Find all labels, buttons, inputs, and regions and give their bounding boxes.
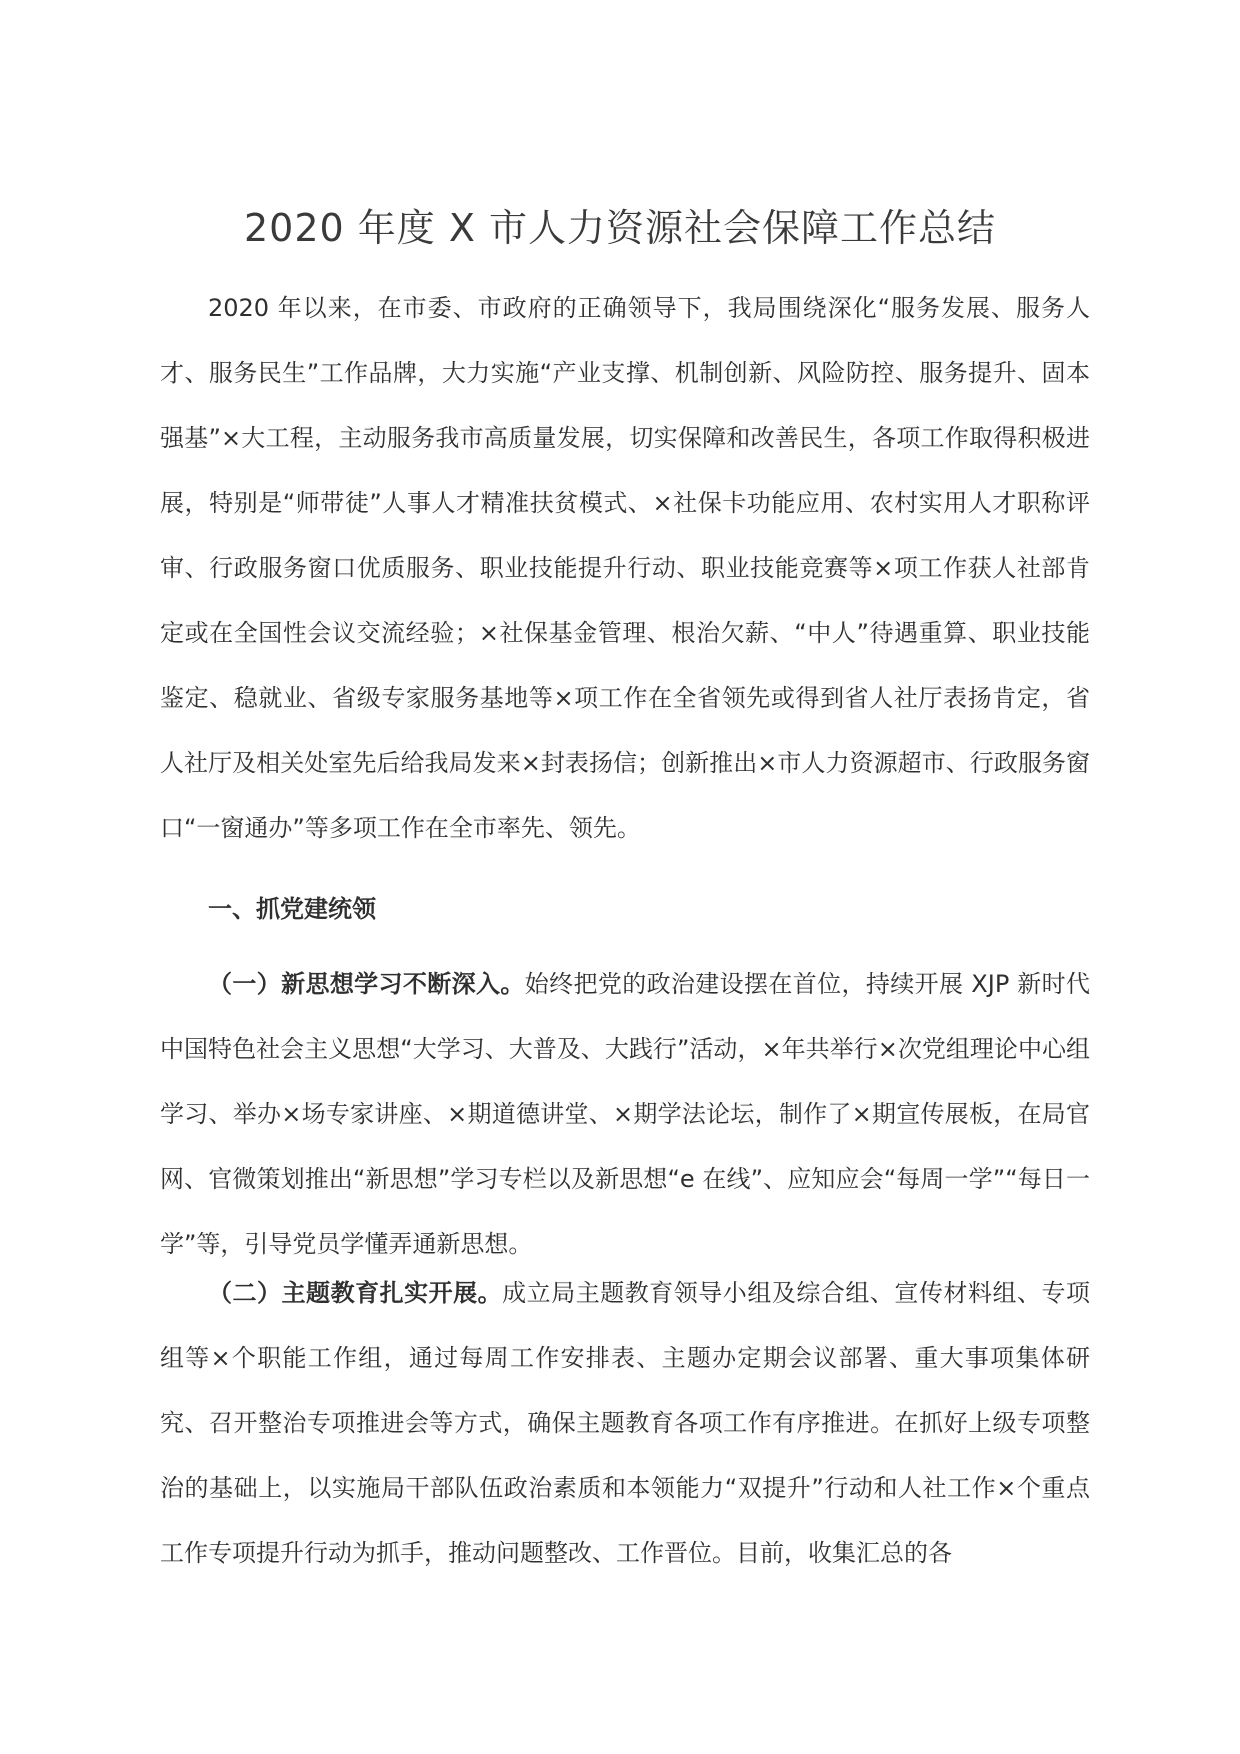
item-1-lead: （一）新思想学习不断深入。 [208, 970, 525, 998]
item-2-paragraph [160, 1261, 1090, 1586]
item-1-text: 始终把党的政治建设摆在首位，持续开展 XJP 新时代中国特色社会主义思想“大学习、大普及、大践行”活动，×年共举行×次党组理论中心组学习、举办×场专家讲座、×期道德讲堂、×期学法论坛，制作了×期宣传展板，在局官网、官微策划推出“新思想”学习专栏以及新思想“e 在线”、应知应会“每周一学”“每日一学”等，引导党员学懂弄通新思想。 [160, 970, 1091, 1258]
document-title: 2020 年度 X 市人力资源社会保障工作总结 [244, 206, 996, 250]
intro-paragraph: 2020 年以来，在市委、市政府的正确领导下，我局围绕深化“服务发展、服务人才、服务民生”工作品牌，大力实施“产业支撑、机制创新、风险防控、服务提升、固本强基”×大工程，主动服务我市高质量发展，切实保障和改善民生，各项工作取得积极进展，特别是“师带徒”人事人才精准扶贫模式、×社保卡功能应用、农村实用人才职称评审、行政服务窗口优质服务、职业技能提升行动、职业技能竞赛等×项工作获人社部肯定或在全国性会议交流经验；×社保基金管理、根治欠薪、“中人”待遇重算、职业技能鉴定、稳就业、省级专家服务基地等×项工作在全省领先或得到省人社厅表扬肯定，省人社厅及相关处室先后给我局发来×封表扬信；创新推出×市人力资源超市、行政服务窗口“一窗通办”等多项工作在全市率先、领先。 [160, 294, 1090, 842]
item-2-lead: （二）主题教育扎实开展。 [208, 1279, 503, 1307]
item-1-paragraph [160, 952, 1090, 1277]
section-heading: 一、抓党建统领 [208, 895, 376, 923]
item-2-text: 成立局主题教育领导小组及综合组、宣传材料组、专项组等×个职能工作组，通过每周工作安排表、主题办定期会议部署、重大事项集体研究、召开整治专项推进会等方式，确保主题教育各项工作有序推进。在抓好上级专项整治的基础上，以实施局干部队伍政治素质和本领能力“双提升”行动和人社工作×个重点工作专项提升行动为抓手，推动问题整改、工作晋位。目前，收集汇总的各 [160, 1279, 1090, 1567]
